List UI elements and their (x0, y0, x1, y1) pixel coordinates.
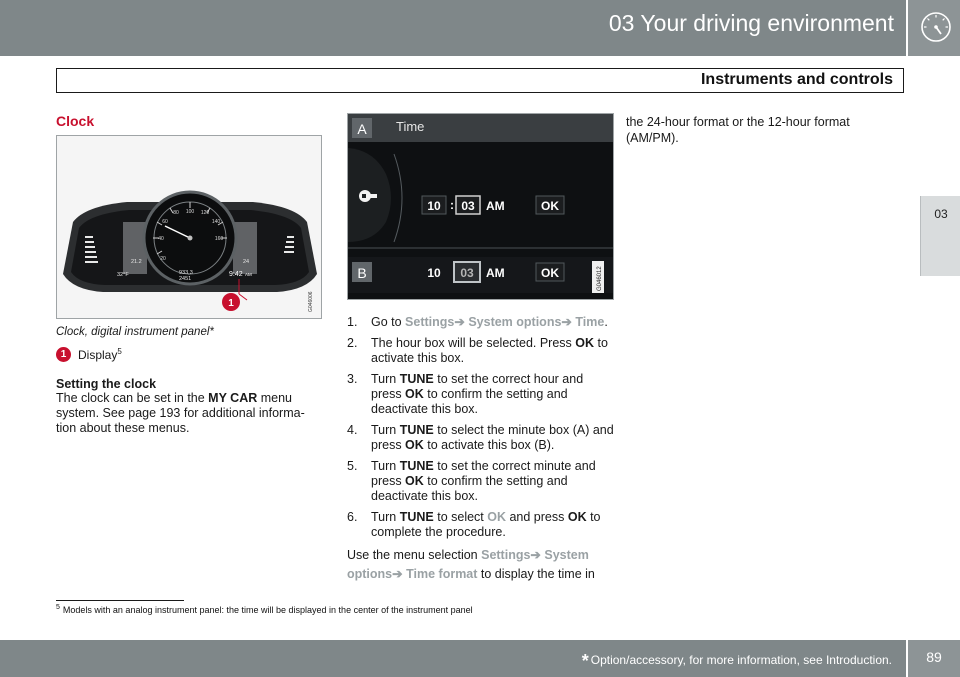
ampm-b: AM (486, 266, 505, 280)
step-4: 4. Turn TUNE to select the minute box (A) and press OK to activate this box (B). (347, 423, 614, 452)
time-settings-screen-image (347, 113, 614, 300)
screen-title: Time (396, 119, 425, 134)
system-options-menu-link[interactable]: System options (347, 548, 589, 581)
speed-mark: 160 (214, 236, 224, 242)
time-format-menu-link[interactable]: Time format (406, 567, 478, 581)
settings-menu-link[interactable]: Settings (405, 315, 455, 329)
column-3-text: the 24-hour format or the 12-hour format (AM/PM). (626, 115, 850, 145)
speed-mark: 40 (158, 236, 164, 242)
footnote-ref[interactable]: 5 (117, 347, 122, 356)
clock-readout: 9:42 (229, 271, 243, 278)
screen-label-b: B (357, 265, 367, 281)
footer-band (0, 640, 960, 677)
instrument-panel-image (56, 135, 322, 319)
image-code: G046006 (308, 291, 314, 312)
speed-mark: 20 (160, 256, 166, 262)
speed-mark: 140 (211, 219, 221, 225)
step-2: 2. The hour box will be selected. Press OK to activate this box. (347, 336, 608, 365)
callout-1 (56, 347, 324, 363)
chapter-side-tab[interactable] (920, 196, 960, 276)
instrument-panel-drawing (57, 136, 322, 319)
minute-box-a: 03 (461, 199, 475, 213)
chapter-icon-box (906, 0, 960, 56)
svg-text::: : (450, 198, 454, 212)
image-code-2: G046012 (597, 266, 603, 291)
step-1: 1. Go to Settings➔ System options➔ Time. (347, 315, 608, 329)
option-note-text: Option/accessory, for more information, see Introduction. (590, 653, 892, 667)
trip-left-readout: 21.2 (131, 259, 142, 265)
section-bar (56, 68, 904, 93)
arrow-right-icon: ➔ (561, 315, 572, 329)
chapter-title: 03 Your driving environment (608, 10, 894, 36)
outside-temp-readout: 32°F (117, 272, 129, 278)
page-number: 89 (926, 649, 942, 665)
speed-mark: 100 (185, 209, 195, 215)
ok-a: OK (541, 199, 559, 213)
page-number-box (906, 640, 960, 677)
steps-list (347, 315, 617, 584)
footnote-rule (56, 600, 184, 601)
ok-b: OK (541, 266, 559, 280)
step-5: 5. Turn TUNE to set the correct minute and press OK to confirm the setting and deactivate this box. (347, 459, 596, 503)
hour-box-b: 10 (427, 266, 441, 280)
callout-dot: 1 (56, 347, 71, 362)
odometer-a-readout: 933,3 (179, 270, 193, 276)
clock-heading: Clock (56, 113, 95, 129)
callout-label: Display (78, 348, 118, 362)
ampm-a: AM (486, 199, 505, 213)
chapter-header-band (0, 0, 960, 56)
trip-right-readout: 24 (243, 259, 250, 265)
minute-box-b: 03 (460, 266, 474, 280)
arrow-right-icon: ➔ (454, 315, 465, 329)
time-screen-drawing (348, 114, 614, 300)
gauge-icon (920, 11, 952, 43)
arrow-right-icon: ➔ (392, 567, 403, 581)
column-clock (56, 113, 324, 436)
hour-box-a: 10 (427, 199, 441, 213)
option-star: * (581, 651, 589, 671)
callout-text (78, 348, 122, 362)
use-menu-paragraph: Use the menu selection Settings➔ System options➔ Time format to display the time in (347, 548, 595, 581)
system-options-menu-link[interactable]: System options (468, 315, 562, 329)
time-menu-link[interactable]: Time (575, 315, 605, 329)
clock-suffix: AM (245, 272, 252, 277)
arrow-right-icon: ➔ (530, 548, 541, 562)
image-caption: Clock, digital instrument panel* (56, 326, 214, 338)
speed-mark: 60 (162, 219, 168, 225)
footnote-text: Models with an analog instrument panel: the time will be displayed in the center of the instrument panel (62, 605, 473, 615)
section-title: Instruments and controls (700, 71, 893, 88)
setting-clock-paragraph: The clock can be set in the MY CAR menu system. See page 193 for additional informa-tion about these menus. (56, 391, 305, 435)
footnote-number: 5 (56, 604, 60, 611)
step-3: 3. Turn TUNE to set the correct hour and press OK to confirm the setting and deactivate this box. (347, 372, 584, 416)
callout-marker-number: 1 (228, 298, 234, 309)
option-note (582, 651, 892, 672)
settings-menu-link[interactable]: Settings (481, 548, 531, 562)
step-6: 6. Turn TUNE to select OK and press OK to complete the procedure. (347, 510, 601, 539)
footnote (56, 605, 473, 615)
odometer-b-readout: 2451 (179, 276, 192, 282)
speed-mark: 80 (173, 210, 179, 216)
speed-mark: 120 (200, 210, 210, 216)
my-car-term: MY CAR (208, 391, 258, 405)
setting-clock-heading: Setting the clock (56, 377, 157, 391)
side-tab-label: 03 (934, 207, 948, 221)
ok-link[interactable]: OK (487, 510, 506, 524)
screen-label-a: A (357, 121, 367, 137)
